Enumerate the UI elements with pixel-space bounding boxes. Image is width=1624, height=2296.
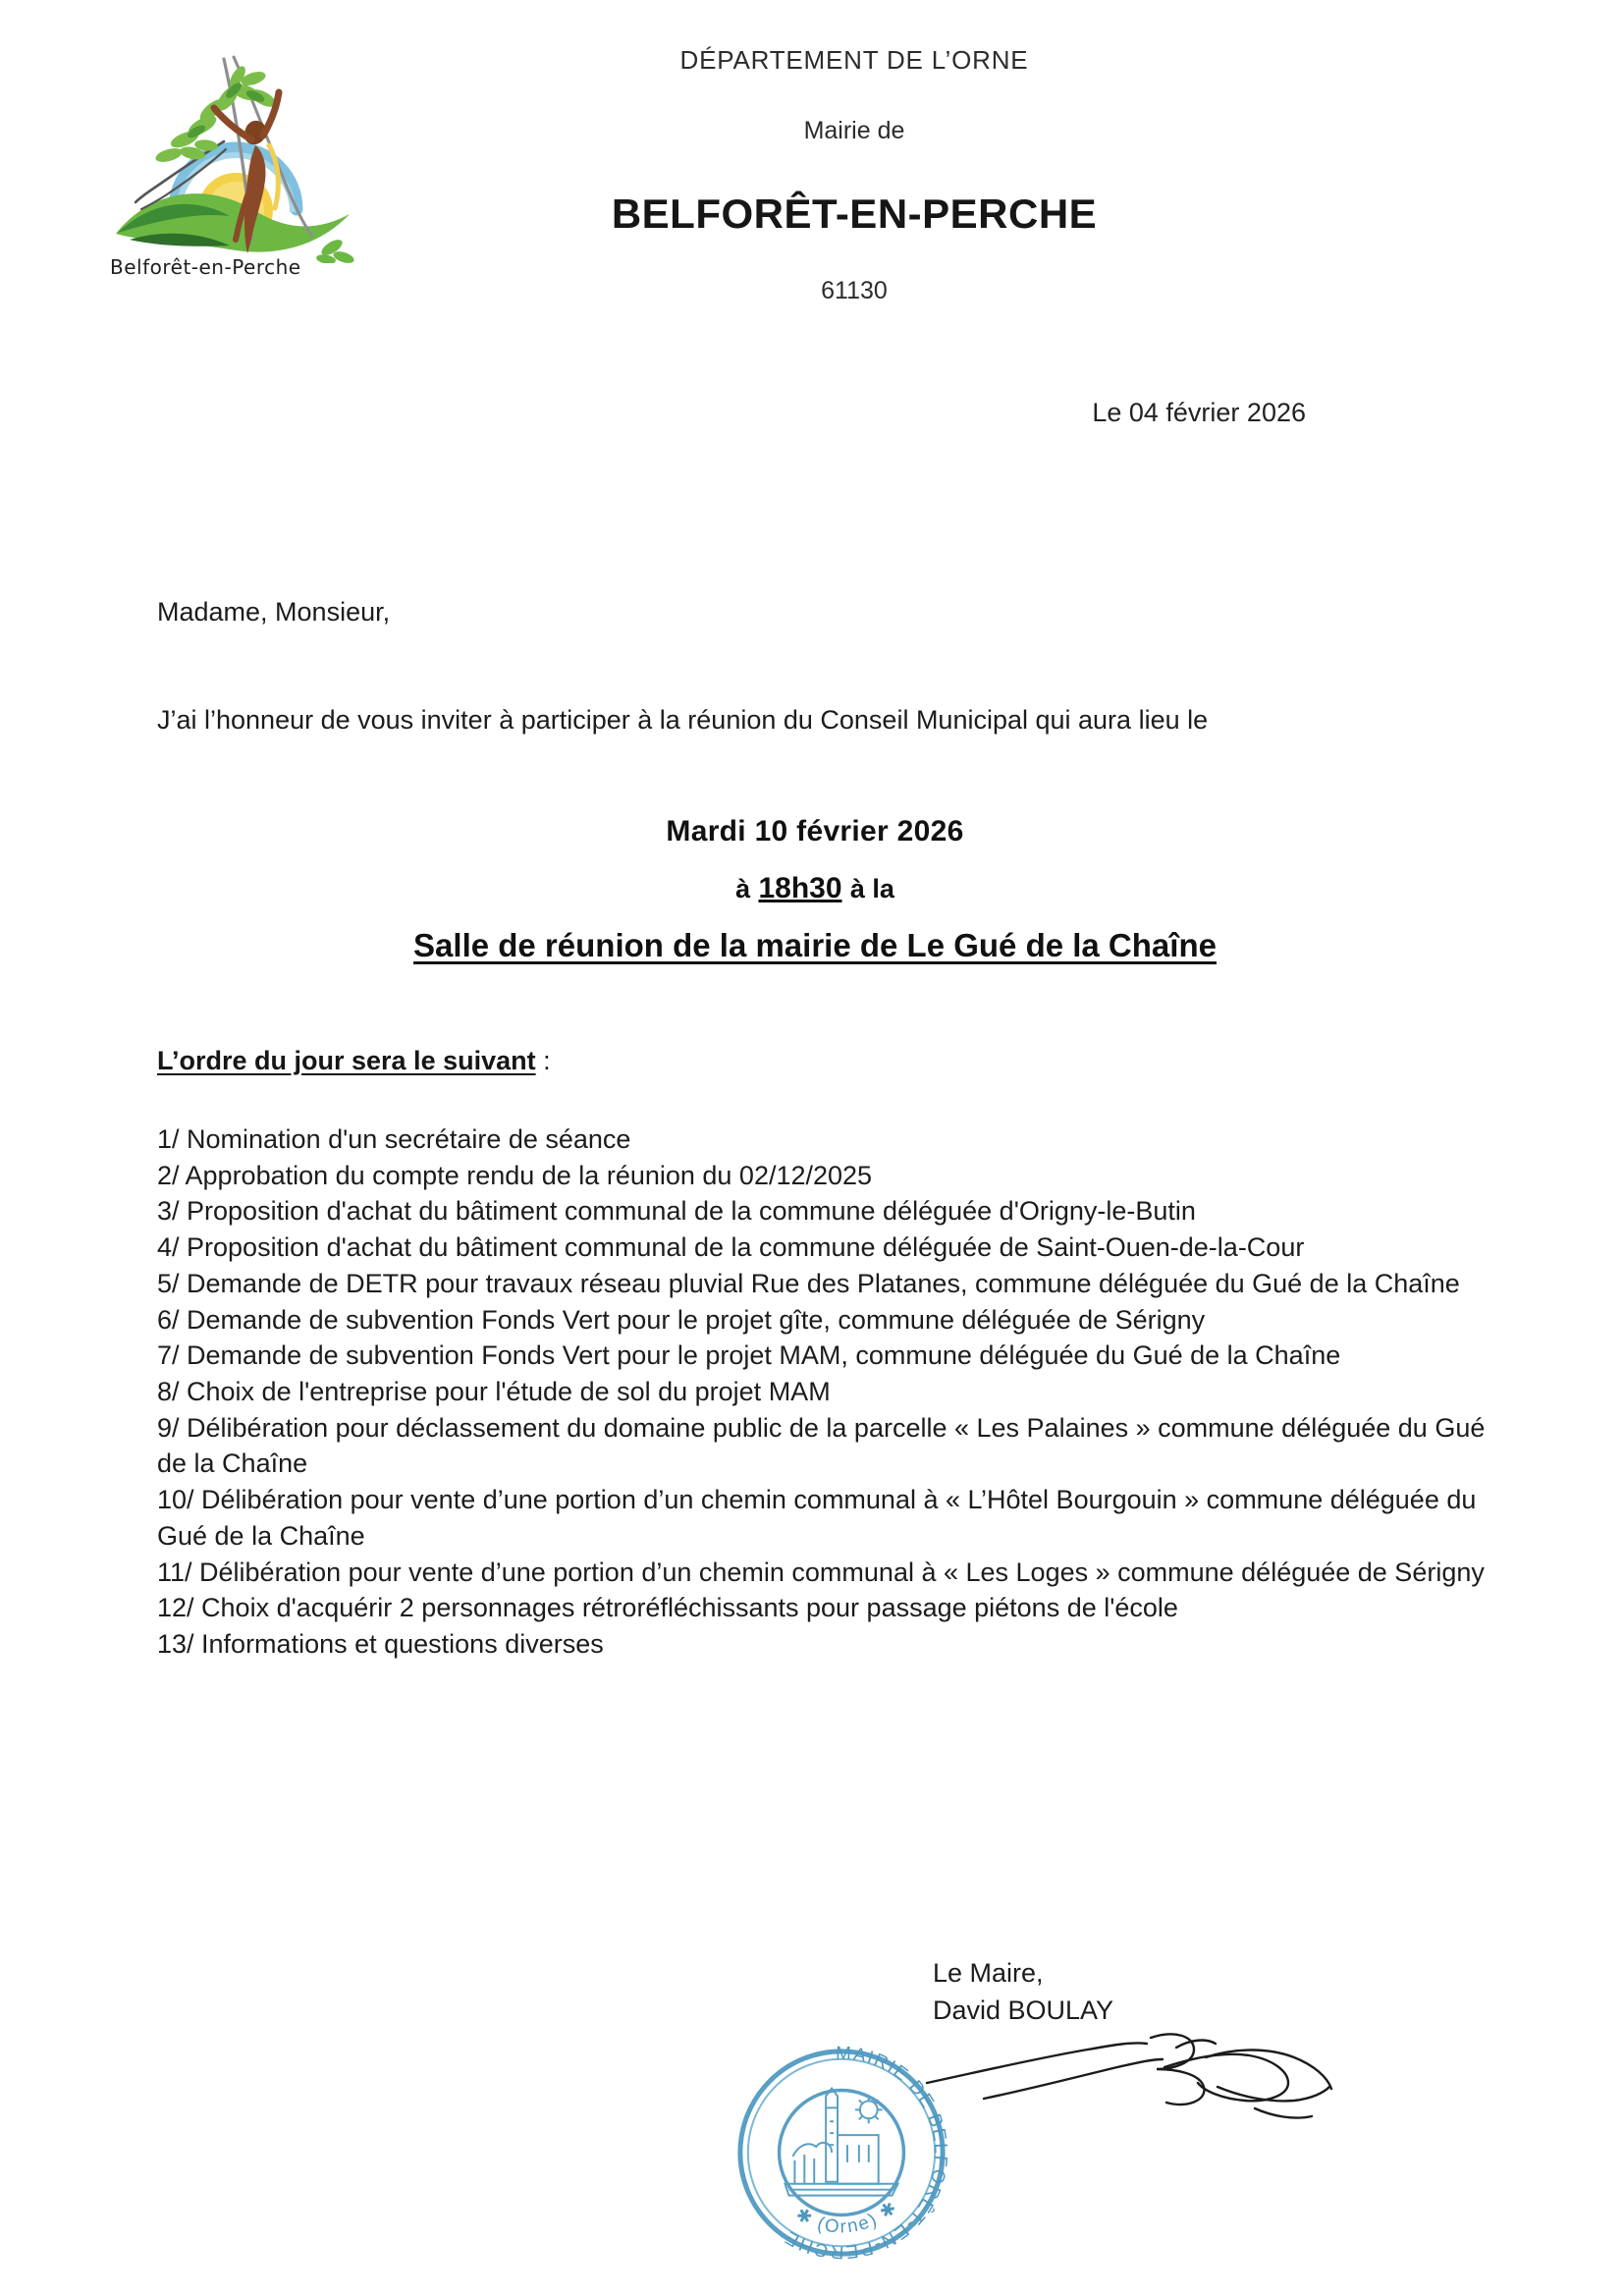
- agenda-item: 13/ Informations et questions diverses: [157, 1629, 604, 1660]
- intro-paragraph: J’ai l’honneur de vous inviter à participer à la réunion du Conseil Municipal qui aura lieu le: [157, 705, 1209, 735]
- agenda-item: 8/ Choix de l'entreprise pour l'étude de sol du projet MAM: [157, 1377, 831, 1407]
- meeting-time-line: [157, 872, 1473, 905]
- agenda-item: 1/ Nomination d'un secrétaire de séance: [157, 1124, 631, 1154]
- meeting-details: [157, 815, 1473, 964]
- agenda-item: 9/ Délibération pour déclassement du domaine public de la parcelle « Les Palaines » commune déléguée du Gué de la Chaîne: [157, 1412, 1486, 1479]
- mairie-label: Mairie de: [803, 117, 905, 144]
- agenda-item: 11/ Délibération pour vente d’une portion d’un chemin communal à « Les Loges » commune déléguée de Sérigny: [157, 1557, 1485, 1587]
- letterhead-text: [412, 45, 1296, 305]
- letter-date: Le 04 février 2026: [1092, 398, 1306, 427]
- agenda-heading-colon: :: [535, 1046, 551, 1075]
- letterhead: [0, 0, 1624, 334]
- svg-text:✱ (Orne) ✱: [792, 2196, 901, 2237]
- meeting-time-suffix: à la: [849, 874, 894, 903]
- agenda-list: [157, 1121, 1514, 1663]
- logo-wordmark: Belforêt-en-Perche: [110, 255, 301, 279]
- agenda-item: 10/ Délibération pour vente d’une portion d’un chemin communal à « L’Hôtel Bourgouin » commune déléguée du Gué de la Chaîne: [157, 1485, 1477, 1551]
- salutation: Madame, Monsieur,: [157, 597, 391, 627]
- handwritten-signature: [923, 2018, 1335, 2156]
- meeting-date: Mardi 10 février 2026: [666, 815, 964, 847]
- agenda-heading-text: L’ordre du jour sera le suivant: [157, 1046, 536, 1075]
- agenda-item: 4/ Proposition d'achat du bâtiment communal de la commune déléguée de Saint-Ouen-de-la-Cour: [157, 1232, 1305, 1263]
- agenda-heading: [157, 1046, 551, 1076]
- agenda-item: 3/ Proposition d'achat du bâtiment communal de la commune déléguée d'Origny-le-Butin: [157, 1196, 1196, 1227]
- department-line: DÉPARTEMENT DE L’ORNE: [679, 45, 1029, 75]
- agenda-item: 2/ Approbation du compte rendu de la réunion du 02/12/2025: [157, 1160, 873, 1190]
- signature-title: Le Maire,: [933, 1958, 1044, 1988]
- commune-logo: [108, 37, 363, 302]
- commune-name: BELFORÊT-EN-PERCHE: [611, 191, 1098, 237]
- agenda-item: 6/ Demande de subvention Fonds Vert pour le projet gîte, commune déléguée de Sérigny: [157, 1304, 1206, 1335]
- stamp-inner-text: ✱ (Orne) ✱: [792, 2195, 902, 2237]
- stamp-outer-text: MAIRIE DE BELFORÊT-EN-PERCHE: [780, 2042, 952, 2264]
- postal-code: 61130: [821, 277, 888, 304]
- signature-name: David BOULAY: [933, 1995, 1114, 2026]
- meeting-time-value: 18h30: [758, 872, 842, 904]
- agenda-item: 12/ Choix d'acquérir 2 personnages rétroréfléchissants pour passage piétons de l'école: [157, 1593, 1178, 1623]
- agenda-item: 7/ Demande de subvention Fonds Vert pour le projet MAM, commune déléguée du Gué de la Chaîne: [157, 1340, 1341, 1371]
- agenda-item: 5/ Demande de DETR pour travaux réseau pluvial Rue des Platanes, commune déléguée du Gué de la Chaîne: [157, 1268, 1460, 1298]
- meeting-time-prefix: à: [735, 874, 751, 903]
- logo-illustration: [108, 37, 363, 263]
- meeting-place: Salle de réunion de la mairie de Le Gué de la Chaîne: [413, 927, 1217, 963]
